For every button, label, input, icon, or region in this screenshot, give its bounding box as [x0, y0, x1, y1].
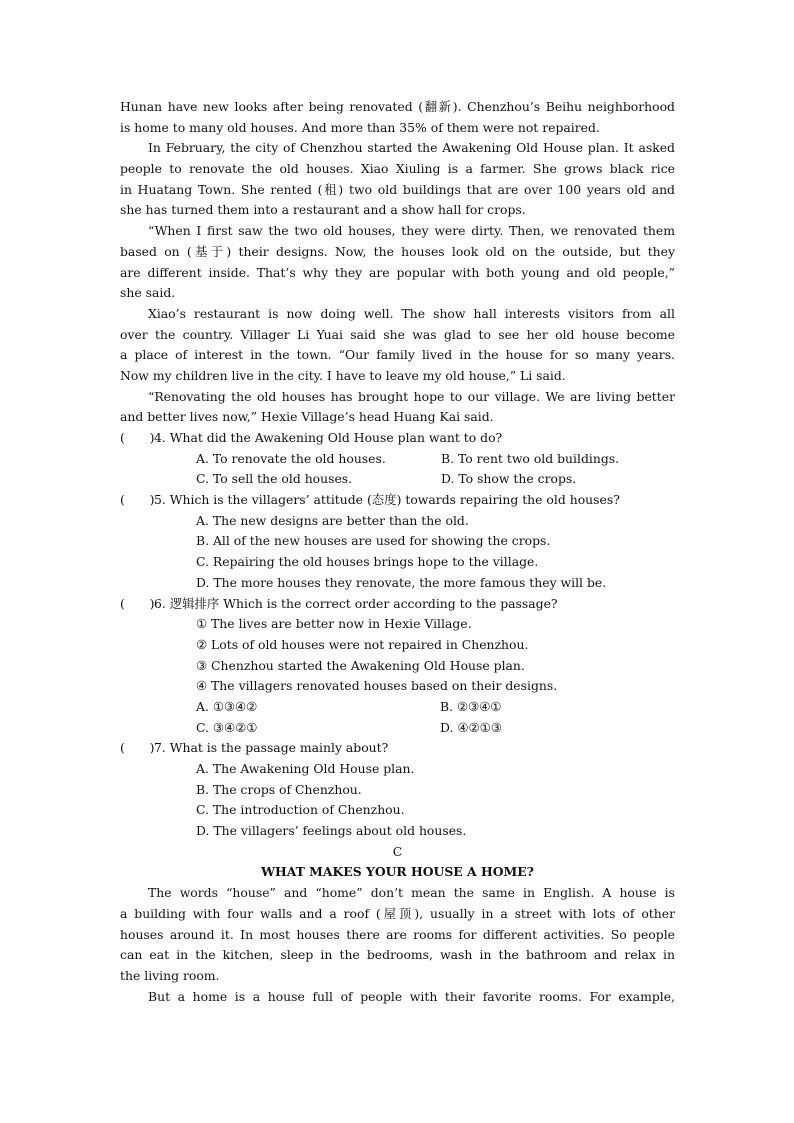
event-item — [120, 614, 675, 635]
option-b[interactable]: B. All of the new houses are used for showing the crops. — [196, 533, 551, 549]
event-item — [120, 635, 675, 656]
options-row — [120, 800, 675, 821]
question-stem: 5. Which is the villagers’ attitude (态度) towards repairing the old houses? — [154, 492, 620, 508]
paragraph-line: But a home is a house full of people with their favorite rooms. For example, — [148, 988, 675, 1004]
paragraph-line: the living room. — [120, 967, 220, 983]
option-a[interactable]: A. ①③④② — [196, 698, 258, 714]
options-row — [120, 469, 675, 490]
paragraph-line: she said. — [120, 285, 176, 301]
text-column — [120, 97, 675, 1007]
option-a[interactable]: A. The new designs are better than the old. — [196, 512, 469, 528]
paragraph-line: In February, the city of Chenzhou started the Awakening Old House plan. It asked — [148, 140, 675, 156]
paragraph-line: Hunan have new looks after being renovated (翻新). Chenzhou’s Beihu neighborhood — [120, 99, 675, 114]
paragraph-line: Xiao’s restaurant is now doing well. The show hall interests visitors from all — [148, 305, 675, 321]
option-d[interactable]: D. To show the crops. — [441, 471, 577, 487]
paragraph-line: Now my children live in the city. I have to leave my old house,” Li said. — [120, 367, 566, 383]
paragraph-line: is home to many old houses. And more than 35% of them were not repaired. — [120, 119, 600, 135]
question-6 — [120, 594, 675, 615]
paragraph-line: The words “house” and “home” don’t mean the same in English. A house is — [148, 885, 675, 901]
options-row — [120, 531, 675, 552]
paragraph-line: in Huatang Town. She rented (租) two old buildings that are over 100 years old and — [120, 181, 675, 197]
event-1: ① The lives are better now in Hexie Village. — [196, 616, 472, 632]
question-5 — [120, 490, 675, 511]
paragraph-line: “When I first saw the two old houses, they were dirty. Then, we renovated them — [148, 223, 675, 239]
event-4: ④ The villagers renovated houses based on their designs. — [196, 678, 558, 694]
option-d[interactable]: D. The more houses they renovate, the more famous they will be. — [196, 574, 607, 590]
paragraph-line: based on (基于) their designs. Now, the houses look old on the outside, but they — [120, 243, 675, 259]
answer-blank[interactable]: ( ) — [120, 740, 155, 756]
options-row — [120, 697, 675, 718]
paragraph-line: a place of interest in the town. “Our family lived in the house for so many years. — [120, 347, 675, 363]
options-row — [120, 511, 675, 532]
options-row — [120, 552, 675, 573]
event-2: ② Lots of old houses were not repaired in Chenzhou. — [196, 636, 529, 652]
option-a[interactable]: A. To renovate the old houses. — [196, 450, 386, 466]
options-row — [120, 821, 675, 842]
option-b[interactable]: B. To rent two old buildings. — [441, 450, 620, 466]
question-stem: 7. What is the passage mainly about? — [154, 740, 389, 756]
question-7 — [120, 738, 675, 759]
options-row — [120, 573, 675, 594]
options-row — [120, 449, 675, 470]
option-c[interactable]: C. ③④②① — [196, 719, 258, 735]
paragraph-line: can eat in the kitchen, sleep in the bedrooms, wash in the bathroom and relax in — [120, 947, 675, 963]
event-item — [120, 656, 675, 677]
answer-blank[interactable]: ( ) — [120, 595, 155, 611]
option-b[interactable]: B. The crops of Chenzhou. — [196, 781, 362, 797]
paragraph-line: over the country. Villager Li Yuai said she was glad to see her old house become — [120, 326, 675, 342]
question-4 — [120, 428, 675, 449]
paragraph-line: are different inside. That’s why they are popular with both young and old people,” — [120, 264, 675, 280]
option-c[interactable]: C. To sell the old houses. — [196, 471, 353, 487]
options-row — [120, 759, 675, 780]
event-3: ③ Chenzhou started the Awakening Old House plan. — [196, 657, 525, 673]
section-letter: C — [392, 843, 403, 859]
question-stem: 6. 逻辑排序 Which is the correct order according to the passage? — [154, 595, 558, 611]
option-d[interactable]: D. The villagers’ feelings about old houses. — [196, 823, 467, 839]
option-b[interactable]: B. ②③④① — [440, 698, 502, 714]
paragraph-line: she has turned them into a restaurant and a show hall for crops. — [120, 202, 526, 218]
option-c[interactable]: C. Repairing the old houses brings hope to the village. — [196, 554, 539, 570]
option-d[interactable]: D. ④②①③ — [440, 719, 502, 735]
option-c[interactable]: C. The introduction of Chenzhou. — [196, 802, 405, 818]
paragraph-line: a building with four walls and a roof (屋顶), usually in a street with lots of other — [120, 905, 675, 921]
option-a[interactable]: A. The Awakening Old House plan. — [196, 761, 415, 776]
options-row — [120, 780, 675, 801]
passage-title: WHAT MAKES YOUR HOUSE A HOME? — [261, 864, 534, 880]
paragraph-line: “Renovating the old houses has brought hope to our village. We are living better — [148, 388, 675, 404]
paragraph-line: people to renovate the old houses. Xiao Xiuling is a farmer. She grows black rice — [120, 161, 675, 177]
options-row — [120, 718, 675, 739]
answer-blank[interactable]: ( ) — [120, 492, 155, 508]
answer-blank[interactable]: ( ) — [120, 430, 155, 445]
event-item — [120, 676, 675, 697]
paragraph-line: houses around it. In most houses there are rooms for different activities. So people — [120, 926, 675, 942]
question-stem: 4. What did the Awakening Old House plan want to do? — [154, 430, 503, 445]
paragraph-line: and better lives now,” Hexie Village’s head Huang Kai said. — [120, 409, 494, 425]
